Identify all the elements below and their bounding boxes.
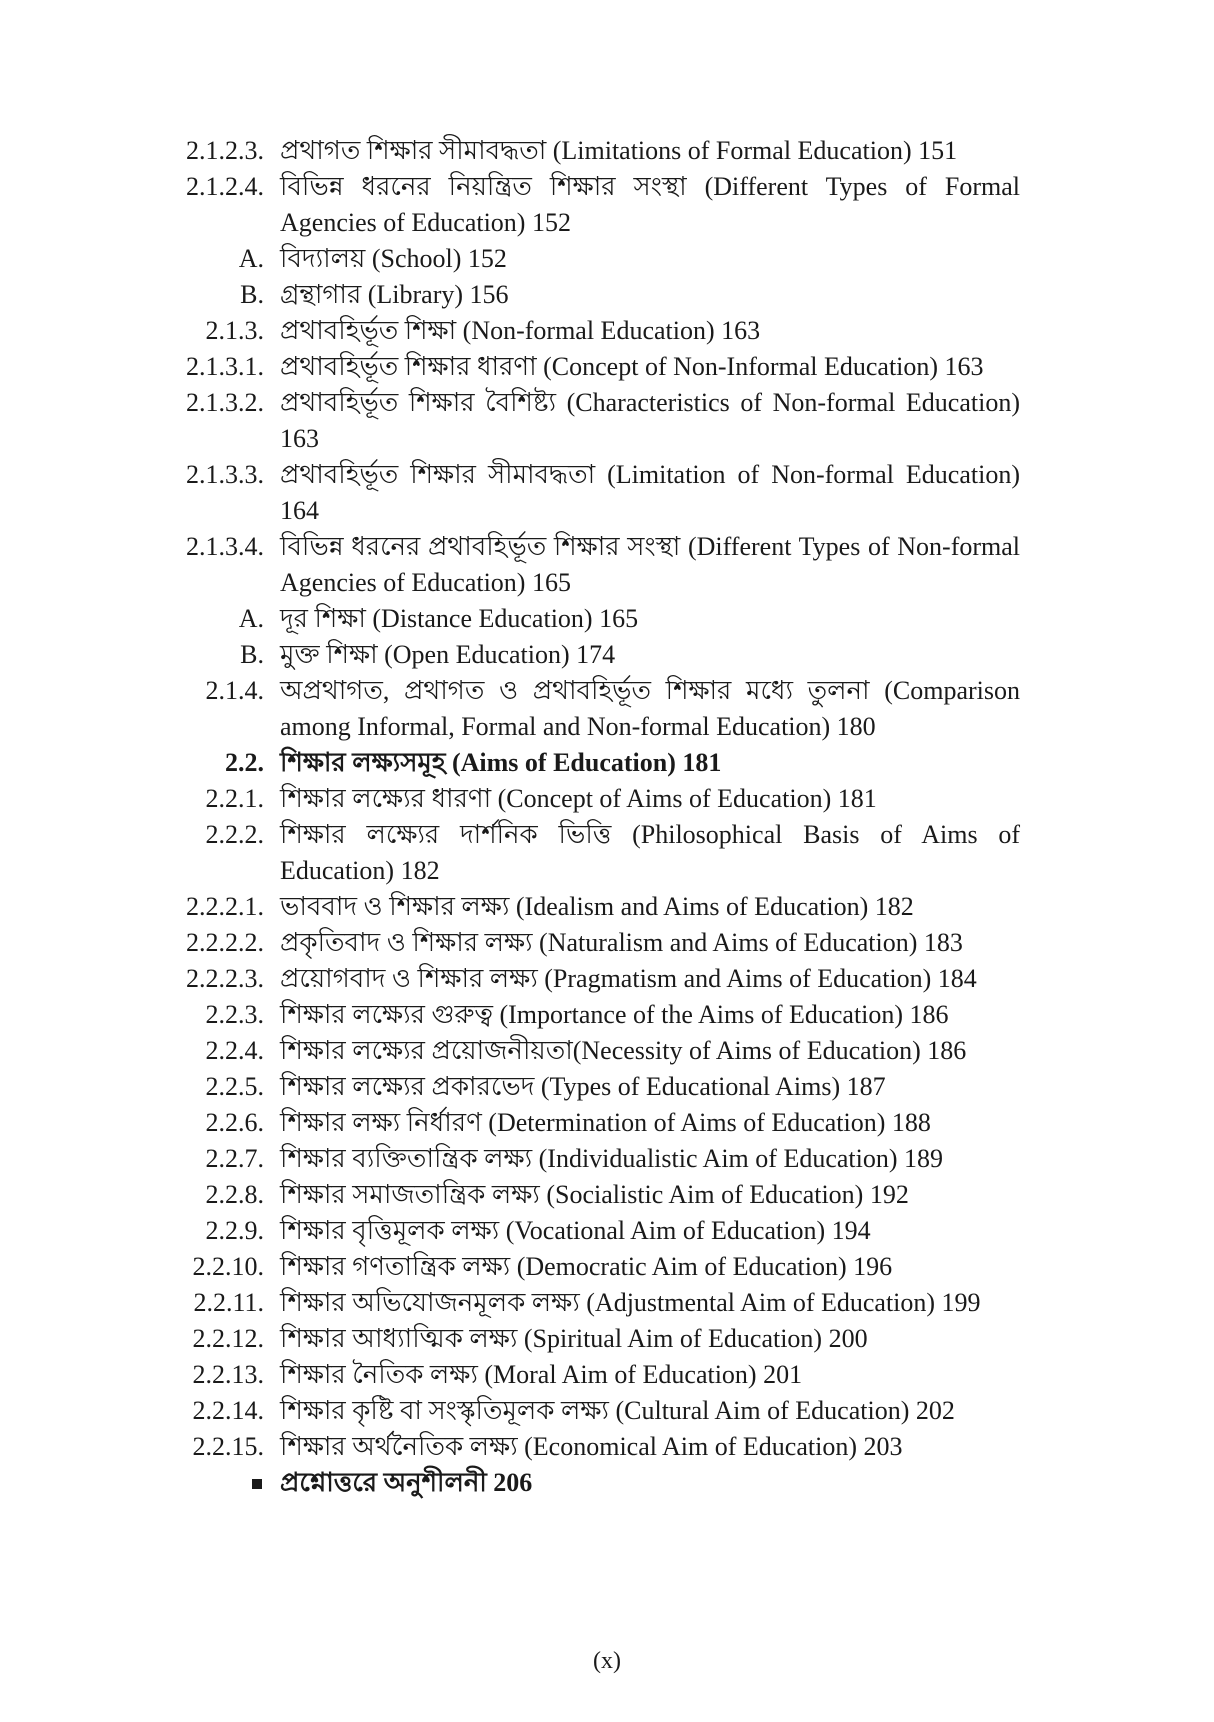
toc-entry-number: 2.2.1.	[205, 784, 264, 813]
toc-entry	[0, 673, 1214, 745]
toc-entry	[0, 817, 1214, 889]
toc-entry-number: 2.2.13.	[192, 1360, 264, 1389]
toc-entry-number: 2.2.5.	[205, 1072, 264, 1101]
toc-entry	[0, 1393, 1214, 1429]
toc-entry-text: প্রথাবহির্ভূত শিক্ষার বৈশিষ্ট্য (Characteristics of Non-formal Education) 163	[280, 388, 1020, 453]
toc-entry-text: শিক্ষার লক্ষ্যের প্রয়োজনীয়তা(Necessity of Aims of Education) 186	[280, 1036, 967, 1065]
toc-entry	[0, 1141, 1214, 1177]
toc-entry	[0, 601, 1214, 637]
toc-entry	[0, 1177, 1214, 1213]
toc-entry-number: 2.1.2.3.	[186, 136, 264, 165]
toc-entry-number: 2.1.3.3.	[186, 460, 264, 489]
toc-entry	[0, 997, 1214, 1033]
toc-entry	[0, 457, 1214, 529]
toc-entry-number: 2.2.6.	[205, 1108, 264, 1137]
toc-entry-number: 2.2.15.	[192, 1432, 264, 1461]
toc-entry-number: 2.2.2.3.	[186, 964, 264, 993]
toc-entry	[0, 1213, 1214, 1249]
toc-entry-text: শিক্ষার লক্ষ্যের প্রকারভেদ (Types of Educational Aims) 187	[280, 1072, 886, 1101]
toc-entry	[0, 313, 1214, 349]
toc-entry-text: প্রয়োগবাদ ও শিক্ষার লক্ষ্য (Pragmatism and Aims of Education) 184	[280, 964, 977, 993]
toc-entry	[0, 529, 1214, 601]
toc-section-heading	[0, 745, 1214, 781]
toc-entry	[0, 889, 1214, 925]
toc-entry-text: শিক্ষার লক্ষ্যের গুরুত্ব (Importance of the Aims of Education) 186	[280, 1000, 949, 1029]
toc-entry-number: 2.2.9.	[205, 1216, 264, 1245]
toc-entry-text: অপ্রথাগত, প্রথাগত ও প্রথাবহির্ভূত শিক্ষার মধ্যে তুলনা (Comparison among Informal, Formal and Non-formal Education) 180	[280, 676, 1020, 741]
toc-entry	[0, 1069, 1214, 1105]
toc-entry-number: 2.2.14.	[192, 1396, 264, 1425]
toc-entry	[0, 241, 1214, 277]
toc-entry	[0, 1105, 1214, 1141]
toc-entry-number: 2.1.3.1.	[186, 352, 264, 381]
toc-entry-text: শিক্ষার লক্ষ্যসমূহ (Aims of Education) 181	[280, 748, 722, 777]
toc-entry-number: 2.2.	[225, 748, 264, 777]
toc-entry	[0, 349, 1214, 385]
toc-entry-text: প্রথাগত শিক্ষার সীমাবদ্ধতা (Limitations of Formal Education) 151	[280, 136, 958, 165]
toc-entry-text: বিদ্যালয় (School) 152	[280, 244, 507, 273]
page-number: (x)	[593, 1648, 621, 1674]
toc-entry-text: বিভিন্ন ধরনের নিয়ন্ত্রিত শিক্ষার সংস্থা (Different Types of Formal Agencies of Education) 152	[280, 172, 1020, 237]
toc-entry-text: শিক্ষার ব্যক্তিতান্ত্রিক লক্ষ্য (Individualistic Aim of Education) 189	[280, 1144, 944, 1173]
toc-entry	[0, 169, 1214, 241]
toc-entry-number: 2.1.3.	[205, 316, 264, 345]
toc-entry	[0, 133, 1214, 169]
toc-entry	[0, 1321, 1214, 1357]
toc-entry-number: B.	[240, 280, 264, 309]
toc-entry-text: প্রথাবহির্ভূত শিক্ষা (Non-formal Education) 163	[280, 316, 761, 345]
toc-entry-number: 2.2.2.2.	[186, 928, 264, 957]
toc-entry-text: শিক্ষার সমাজতান্ত্রিক লক্ষ্য (Socialistic Aim of Education) 192	[280, 1180, 909, 1209]
toc-entry-number: 2.1.3.4.	[186, 532, 264, 561]
toc-entry-text: শিক্ষার লক্ষ্যের ধারণা (Concept of Aims of Education) 181	[280, 784, 877, 813]
toc-entry-text: শিক্ষার গণতান্ত্রিক লক্ষ্য (Democratic Aim of Education) 196	[280, 1252, 893, 1281]
toc-entry	[0, 637, 1214, 673]
toc-entry-text: শিক্ষার কৃষ্টি বা সংস্কৃতিমূলক লক্ষ্য (Cultural Aim of Education) 202	[280, 1396, 955, 1425]
toc-entry-number: 2.1.4.	[205, 676, 264, 705]
toc-entry-number: 2.2.12.	[192, 1324, 264, 1353]
toc-entry	[0, 1285, 1214, 1321]
toc-exercise-text: প্রশ্নোত্তরে অনুশীলনী 206	[280, 1468, 533, 1497]
toc-entry	[0, 925, 1214, 961]
toc-entry-number: B.	[240, 640, 264, 669]
toc-entry-number: 2.2.4.	[205, 1036, 264, 1065]
toc-entry-number: 2.2.8.	[205, 1180, 264, 1209]
toc-entry	[0, 961, 1214, 997]
toc-entry-text: প্রকৃতিবাদ ও শিক্ষার লক্ষ্য (Naturalism and Aims of Education) 183	[280, 928, 963, 957]
toc-entry-number: A.	[238, 604, 264, 633]
toc-entry-text: শিক্ষার লক্ষ্য নির্ধারণ (Determination of Aims of Education) 188	[280, 1108, 931, 1137]
toc-entry-number: 2.2.11.	[193, 1288, 264, 1317]
toc-entry-number: 2.2.10.	[192, 1252, 264, 1281]
toc-exercise-entry	[0, 1465, 1214, 1501]
toc-entry-text: শিক্ষার নৈতিক লক্ষ্য (Moral Aim of Education) 201	[280, 1360, 803, 1389]
toc-entry-text: দূর শিক্ষা (Distance Education) 165	[280, 604, 639, 633]
toc-entry	[0, 1429, 1214, 1465]
toc-entry-number: 2.2.7.	[205, 1144, 264, 1173]
toc-entry	[0, 1249, 1214, 1285]
toc-entry-text: শিক্ষার লক্ষ্যের দার্শনিক ভিত্তি (Philosophical Basis of Aims of Education) 182	[280, 820, 1020, 885]
toc-entry	[0, 781, 1214, 817]
square-bullet-icon	[252, 1479, 262, 1489]
toc-entry-text: শিক্ষার অভিযোজনমূলক লক্ষ্য (Adjustmental Aim of Education) 199	[280, 1288, 981, 1317]
toc-entry-text: শিক্ষার বৃত্তিমূলক লক্ষ্য (Vocational Aim of Education) 194	[280, 1216, 871, 1245]
toc-entry-number: 2.2.2.1.	[186, 892, 264, 921]
toc-entry-number: 2.1.3.2.	[186, 388, 264, 417]
toc-entry-text: শিক্ষার অর্থনৈতিক লক্ষ্য (Economical Aim of Education) 203	[280, 1432, 903, 1461]
toc-entry-text: মুক্ত শিক্ষা (Open Education) 174	[280, 640, 616, 669]
toc-entry	[0, 385, 1214, 457]
toc-entry-text: প্রথাবহির্ভূত শিক্ষার সীমাবদ্ধতা (Limitation of Non-formal Education) 164	[280, 460, 1020, 525]
toc-entry-number: 2.2.2.	[205, 820, 264, 849]
toc-entry	[0, 277, 1214, 313]
toc-entry	[0, 1033, 1214, 1069]
toc-entry-text: বিভিন্ন ধরনের প্রথাবহির্ভূত শিক্ষার সংস্থা (Different Types of Non-formal Agencies of Education) 165	[280, 532, 1020, 597]
toc-entry-text: ভাববাদ ও শিক্ষার লক্ষ্য (Idealism and Aims of Education) 182	[280, 892, 914, 921]
toc-entry-number: 2.2.3.	[205, 1000, 264, 1029]
toc-entry-text: গ্রন্থাগার (Library) 156	[280, 280, 509, 309]
toc-entry-number: A.	[238, 244, 264, 273]
toc-entry-text: প্রথাবহির্ভূত শিক্ষার ধারণা (Concept of Non-Informal Education) 163	[280, 352, 984, 381]
toc-entry-text: শিক্ষার আধ্যাত্মিক লক্ষ্য (Spiritual Aim of Education) 200	[280, 1324, 868, 1353]
toc-entry	[0, 1357, 1214, 1393]
table-of-contents	[0, 133, 1214, 1501]
toc-entry-number: 2.1.2.4.	[186, 172, 264, 201]
